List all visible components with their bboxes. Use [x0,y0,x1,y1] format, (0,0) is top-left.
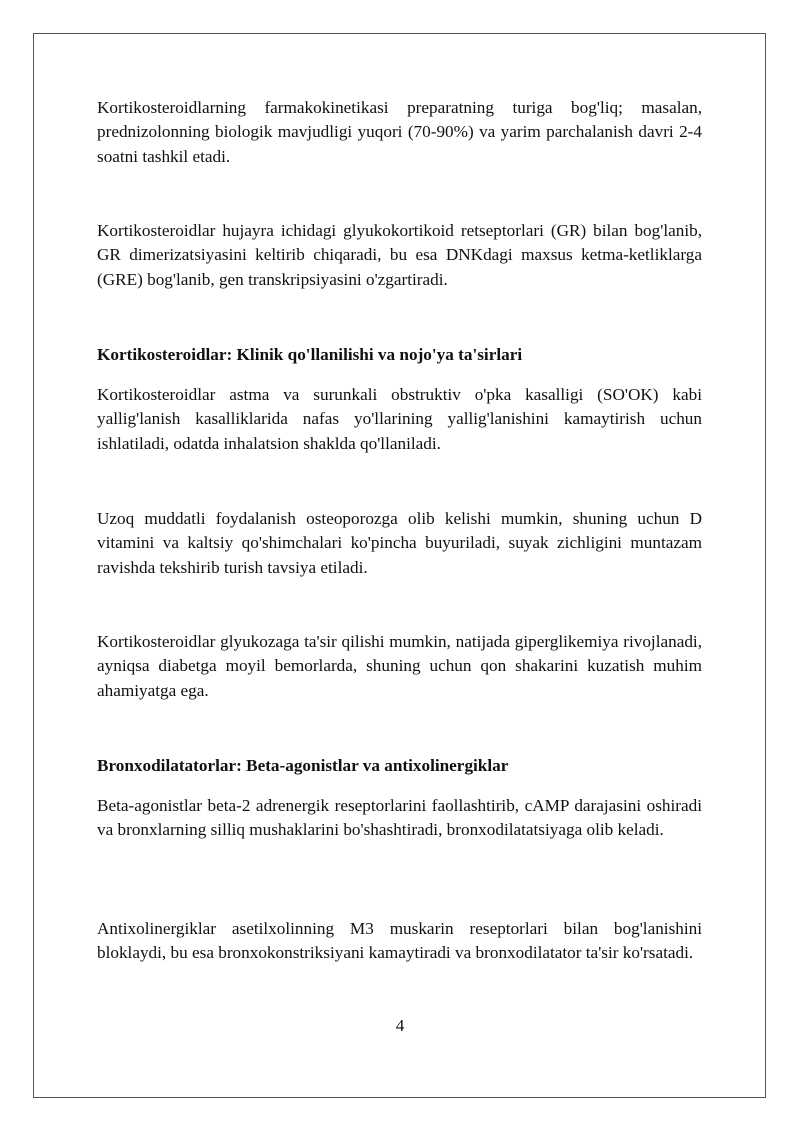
paragraph-osteoporosis-risk: Uzoq muddatli foydalanish osteoporozga olib kelishi mumkin, shuning uchun D vitamini va kaltsiy qo'shimchalari ko'pincha buyuriladi, suyak zichligini muntazam ravishda tekshirib turish tavsiya etiladi. [97,509,702,577]
paragraph-pharmacokinetics: Kortikosteroidlarning farmakokinetikasi preparatning turiga bog'liq; masalan, prednizolonning biologik mavjudligi yuqori (70-90%) va yarim parchalanish davri 2-4 soatni tashkil etadi. [97,98,702,166]
heading-corticosteroid-clinical-use: Kortikosteroidlar: Klinik qo'llanilishi va nojo'ya ta'sirlari [97,345,523,364]
paragraph-asthma-copd-use: Kortikosteroidlar astma va surunkali obstruktiv o'pka kasalligi (SO'OK) kabi yallig'lanish kasalliklarida nafas yo'llarining yallig'lanishini kamaytirish uchun ishlatiladi, odatda inhalatsion shaklda qo'llaniladi. [97,385,702,453]
paragraph-beta-agonists: Beta-agonistlar beta-2 adrenergik reseptorlarini faollashtirib, cAMP darajasini oshiradi va bronxlarning silliq mushaklarini bo'shashtiradi, bronxodilatatsiyaga olib keladi. [97,796,702,840]
paragraph-anticholinergics: Antixolinergiklar asetilxolinning M3 muskarin reseptorlari bilan bog'lanishini bloklaydi, bu esa bronxokonstriksiyani kamaytiradi va bronxodilatator ta'sir ko'rsatadi. [97,919,702,963]
page-number: 4 [395,1016,405,1035]
heading-bronchodilators: Bronxodilatatorlar: Beta-agonistlar va antixolinergiklar [97,756,509,775]
paragraph-hyperglycemia-risk: Kortikosteroidlar glyukozaga ta'sir qilishi mumkin, natijada giperglikemiya rivojlanadi, ayniqsa diabetga moyil bemorlarda, shuning uchun qon shakarini kuzatish muhim ahamiyatga ega. [97,632,702,700]
paragraph-receptor-mechanism: Kortikosteroidlar hujayra ichidagi glyukokortikoid retseptorlari (GR) bilan bog'lanib, GR dimerizatsiyasini keltirib chiqaradi, bu esa DNKdagi maxsus ketma-ketliklarga (GRE) bog'lanib, gen transkripsiyasini o'zgartiradi. [97,221,702,289]
